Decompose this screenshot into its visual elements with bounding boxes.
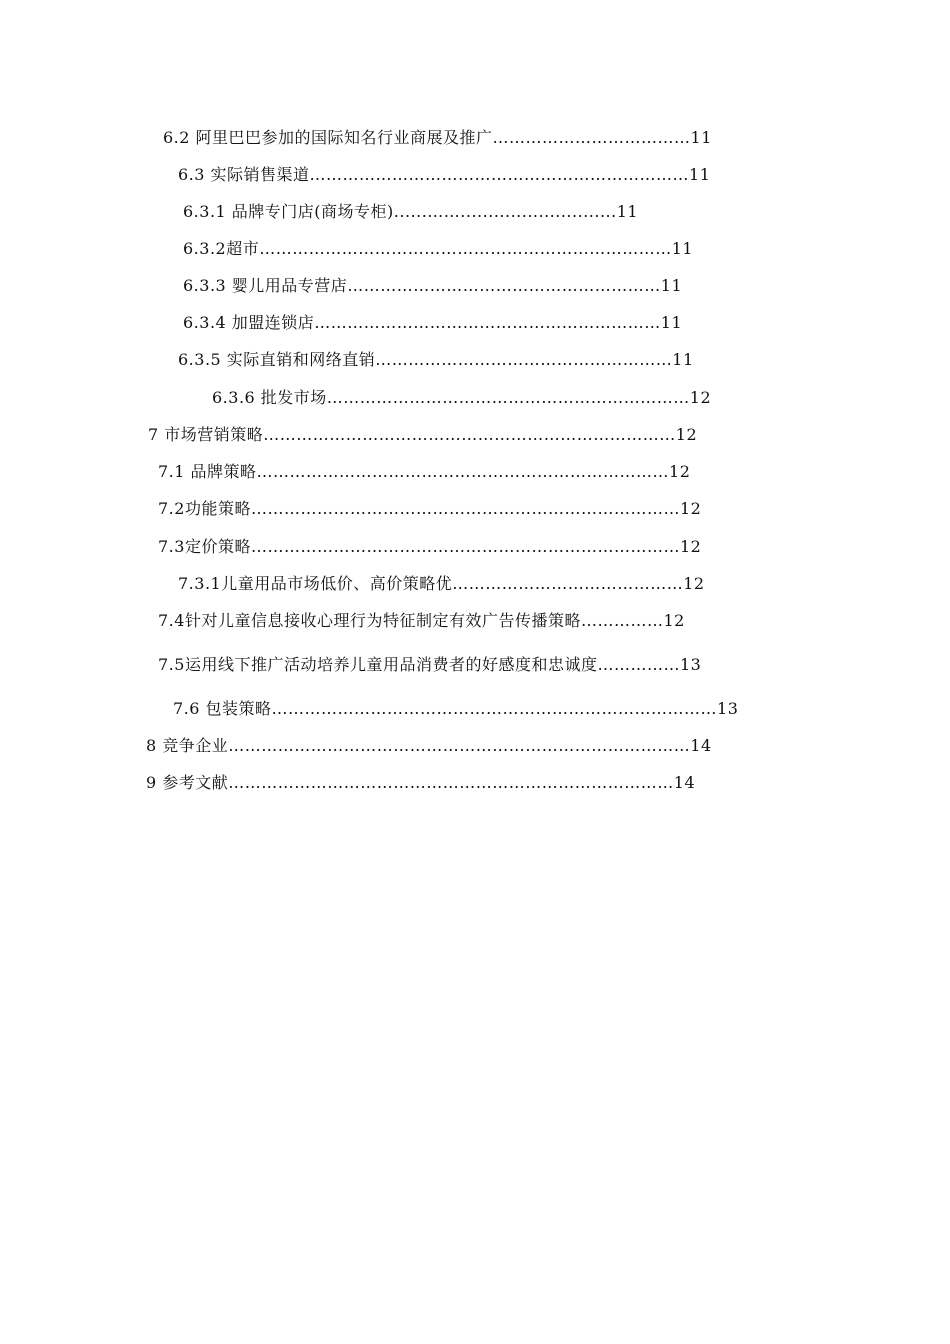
toc-entry-6-3-6[interactable] — [212, 386, 790, 410]
toc-entry-7[interactable] — [148, 423, 786, 447]
toc-entry-6-3-4[interactable] — [183, 311, 743, 335]
toc-entry-text: 6.3.1 品牌专门店(商场专柜)......……............................11 — [183, 202, 639, 221]
toc-entry-text: 7.1 品牌策略…………………………………………………………………12 — [158, 462, 691, 481]
toc-entry-6-3[interactable] — [178, 163, 774, 187]
toc-entry-7-2[interactable] — [158, 497, 770, 521]
toc-entry-text: 7.5运用线下推广活动培养儿童用品消费者的好感度和忠诚度……………13 — [158, 655, 702, 674]
toc-entry-text: 7.3.1儿童用品市场低价、高价策略优……………………………………12 — [178, 574, 705, 593]
toc-entry-7-4[interactable] — [158, 609, 790, 633]
toc-entry-text: 9 参考文献………………………………………………………………………14 — [146, 773, 696, 792]
toc-entry-6-3-5[interactable] — [178, 348, 758, 372]
toc-entry-8[interactable] — [146, 734, 808, 758]
toc-entry-text: 6.3 实际销售渠道……………………………………………………………11 — [178, 165, 711, 184]
toc-entry-text: 6.3.3 婴儿用品专营店…………………………………………………11 — [183, 276, 683, 295]
toc-entry-6-3-1[interactable] — [183, 200, 743, 224]
toc-entry-text: 6.3.4 加盟连锁店………………………………………………………11 — [183, 313, 683, 332]
toc-entry-7-5[interactable] — [158, 653, 790, 677]
toc-entry-text: 6.2 阿里巴巴参加的国际知名行业商展及推广………………………………11 — [163, 128, 712, 147]
toc-entry-9[interactable] — [146, 771, 798, 795]
toc-entry-text: 7.4针对儿童信息接收心理行为特征制定有效广告传播策略……………12 — [158, 611, 685, 630]
toc-entry-6-2[interactable] — [163, 126, 788, 150]
toc-entry-text: 7.3定价策略……………………………………………………………………12 — [158, 537, 702, 556]
toc-entry-7-3-1[interactable] — [178, 572, 770, 596]
toc-entry-text: 6.3.2超市…………………………………………………………………11 — [183, 239, 694, 258]
toc-entry-6-3-2[interactable] — [183, 237, 743, 261]
toc-entry-text: 7.6 包装策略………………………………………………………………………13 — [173, 699, 739, 718]
toc-entry-text: 8 竞争企业…………………………………………………………………………14 — [146, 736, 712, 755]
toc-entry-6-3-3[interactable] — [183, 274, 743, 298]
toc-entry-text: 6.3.6 批发市场…………………………………………………………12 — [212, 388, 712, 407]
toc-entry-7-3[interactable] — [158, 535, 770, 559]
toc-entry-7-1[interactable] — [158, 460, 778, 484]
toc-entry-text: 7.2功能策略……………………………………………………………………12 — [158, 499, 702, 518]
toc-entry-text: 7 市场营销策略…………………………………………………………………12 — [148, 425, 698, 444]
toc-entry-7-6[interactable] — [173, 697, 809, 721]
toc-entry-text: 6.3.5 实际直销和网络直销………………………………………………11 — [178, 350, 694, 369]
